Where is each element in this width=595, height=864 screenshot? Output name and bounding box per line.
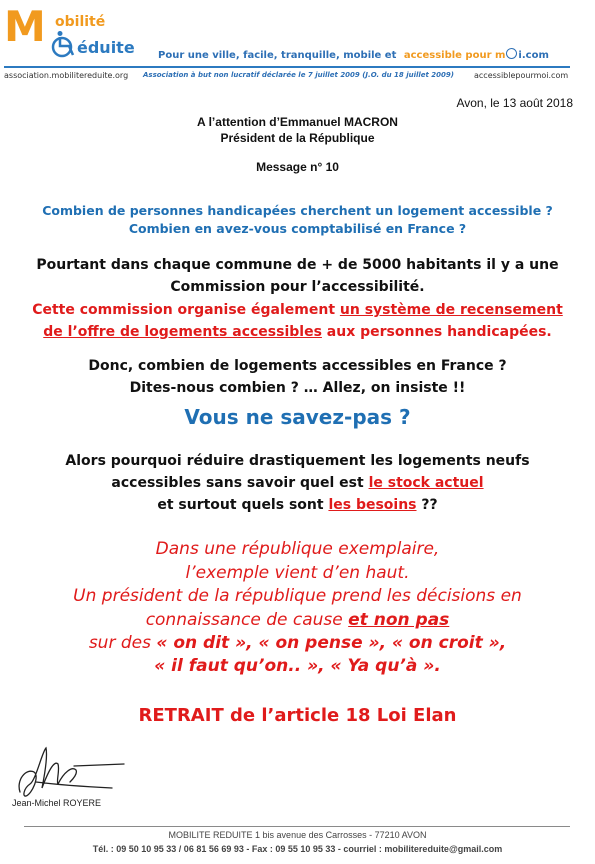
website-link-right[interactable]: accessiblepourmoi.com: [474, 71, 569, 80]
footer-divider: [24, 826, 570, 827]
logo: [4, 4, 154, 60]
poem-line5-text: sur des: [88, 633, 157, 653]
question-block: [0, 202, 595, 238]
signature-image: [12, 742, 132, 800]
paragraph-combien-line1: Donc, combien de logements accessibles en France ?: [88, 358, 507, 374]
paragraph-reduire-line2: [0, 472, 595, 494]
paragraph-commission-line2: Commission pour l’accessibilité.: [170, 279, 425, 295]
poem-line5: [0, 632, 595, 656]
footer-address: MOBILITE REDUITE 1 bis avenue des Carrosses - 77210 AVON: [168, 830, 427, 840]
recipient-name: A l’attention d’Emmanuel MACRON: [197, 115, 398, 129]
paragraph-recensement-line2: [0, 321, 595, 343]
poem-line1: Dans une république exemplaire,: [155, 539, 440, 559]
poem-line2: l’exemple vient d’en haut.: [185, 562, 410, 583]
header-divider: [4, 66, 570, 68]
poem-quotes: « on dit », « on pense », « on croit »,: [156, 633, 507, 653]
poem-et-non-pas: et non pas: [348, 609, 450, 630]
letter-date: Avon, le 13 août 2018: [456, 96, 573, 110]
logo-word-mobilite: obilité: [55, 14, 106, 30]
paragraph-combien-line2: Dites-nous combien ? … Allez, on insiste !!: [129, 380, 466, 396]
tagline-wheel-icon: [506, 48, 517, 59]
poem-line3: Un président de la république prend les décisions en: [73, 586, 522, 606]
paragraph-reduire-line1: Alors pourquoi réduire drastiquement les logements neufs: [65, 453, 530, 469]
besoins-end: ??: [416, 497, 438, 513]
recipient-title: Président de la République: [220, 131, 375, 145]
tagline-accent-end: i.com: [518, 50, 549, 61]
question-2: Combien en avez-vous comptabilisé en France ?: [128, 221, 467, 236]
paragraph-commission-line1: Pourtant dans chaque commune de + de 5000 habitants il y a une: [36, 257, 559, 273]
website-link-left[interactable]: association.mobilitereduite.org: [4, 71, 129, 80]
wheelchair-icon: [48, 30, 78, 60]
stock-text: accessibles sans savoir quel est: [111, 475, 369, 491]
recensement-text: Cette commission organise également: [32, 302, 340, 318]
question-1: Combien de personnes handicapées cherchent un logement accessible ?: [42, 203, 553, 218]
paragraph-recensement-line1: [0, 299, 595, 321]
paragraph-reduire-line3: [0, 494, 595, 516]
recipient-block: [0, 114, 595, 146]
poem-line4-text: connaissance de cause: [145, 609, 349, 630]
besoins-highlight: les besoins: [328, 497, 417, 513]
paragraph-reduire: [0, 450, 595, 516]
logo-word-reduite: éduite: [77, 38, 135, 57]
footer-contact: Tél. : 09 50 10 95 33 / 06 81 56 69 93 - Fax : 09 55 10 95 33 - courriel : mobilitereduite@gmail.com: [92, 844, 503, 854]
paragraph-recensement: [0, 299, 595, 343]
tagline-accent: accessible pour m: [403, 50, 506, 61]
association-note: Association à but non lucratif déclarée le 7 juillet 2009 (J.O. du 18 juillet 2009): [143, 71, 454, 79]
tagline-text: Pour une ville, facile, tranquille, mobile et: [158, 50, 397, 61]
stock-highlight: le stock actuel: [368, 475, 484, 491]
poem-line6: « il faut qu’on.. », « Ya qu’à ».: [154, 655, 441, 676]
besoins-text: et surtout quels sont: [157, 497, 329, 513]
logo-letter-m: M: [4, 2, 44, 51]
paragraph-commission: [0, 254, 595, 298]
offre-underlined: de l’offre de logements accessibles: [43, 324, 322, 340]
offre-text: aux personnes handicapées.: [321, 324, 552, 340]
conclusion: RETRAIT de l’article 18 Loi Elan: [138, 705, 457, 726]
poem-block: [0, 538, 595, 676]
message-number: Message n° 10: [256, 160, 339, 174]
recensement-underlined: un système de recensement: [339, 302, 563, 318]
signer-name: Jean-Michel ROYERE: [12, 798, 102, 808]
big-question: Vous ne savez-pas ?: [184, 405, 411, 429]
poem-line4: [0, 609, 595, 633]
tagline: [158, 48, 549, 61]
paragraph-combien: [0, 355, 595, 399]
